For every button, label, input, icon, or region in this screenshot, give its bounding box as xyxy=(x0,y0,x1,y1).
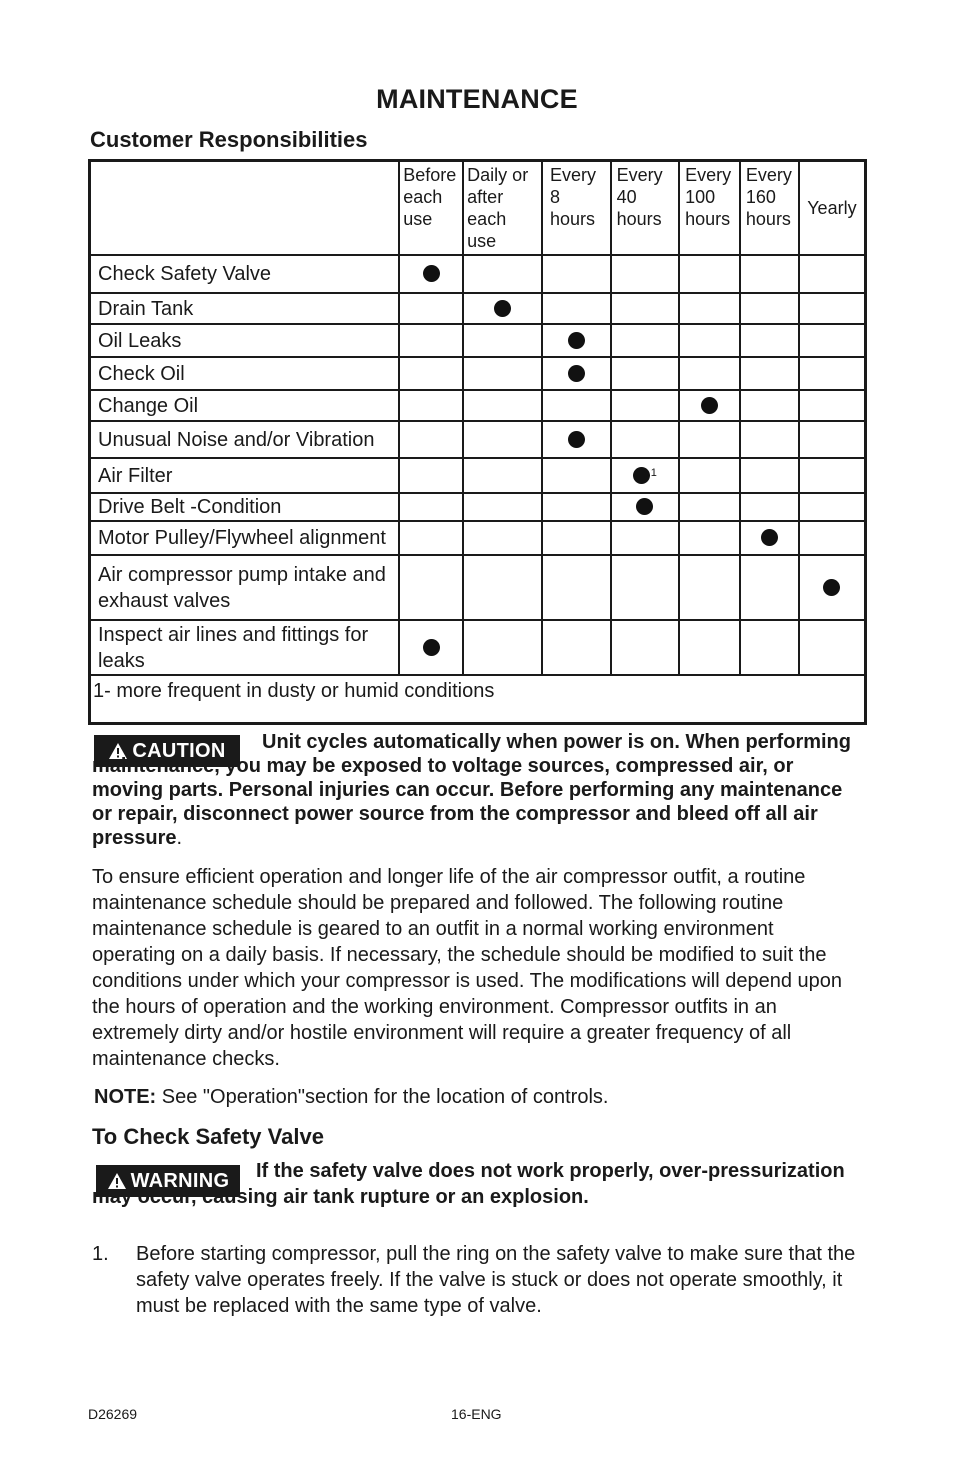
step-text: Before starting compressor, pull the ring on the safety valve to make sure that the safety valve operates freely. If the valve is stuck or does not operate smoothly, it must be replaced with the same type of valve. xyxy=(136,1243,856,1317)
schedule-cell xyxy=(679,324,740,357)
schedule-cell xyxy=(399,555,463,620)
filled-dot-icon xyxy=(423,265,440,282)
caution-label: CAUTION xyxy=(132,739,226,762)
table-row xyxy=(90,293,866,324)
schedule-cell xyxy=(399,390,463,421)
table-row xyxy=(90,324,866,357)
schedule-cell xyxy=(679,521,740,555)
schedule-cell xyxy=(542,458,611,493)
table-row xyxy=(90,255,866,293)
schedule-cell xyxy=(463,390,542,421)
schedule-cell xyxy=(611,357,680,390)
table-row xyxy=(90,390,866,421)
schedule-cell xyxy=(399,521,463,555)
task-text: Drive Belt -Condition xyxy=(98,496,282,518)
header-interval: Every 100 hours xyxy=(679,161,740,256)
filled-dot-icon xyxy=(636,498,653,515)
section-title: Customer Responsibilities xyxy=(90,127,368,152)
table-row xyxy=(90,555,866,620)
table-row xyxy=(90,620,866,675)
maintenance-intro-paragraph: To ensure efficient operation and longer life of the air compressor outfit, a routine maintenance schedule should be prepared and followed. The following routine maintenance schedule is geared to an outfit in a normal working environment operating on a daily basis. If necessary, the schedule should be modified to suit the conditions under which your compressor is used. The modifications will depend upon the hours of operation and the working environment. Compressor outfits in an extremely dirty and/or hostile environment will require a greater frequency of all maintenance checks. xyxy=(92,866,843,1070)
header-interval: Before each use xyxy=(399,161,463,256)
table-row xyxy=(90,521,866,555)
header-blank xyxy=(90,161,400,256)
schedule-cell xyxy=(463,255,542,293)
footnote-row xyxy=(90,675,866,724)
schedule-cell xyxy=(799,458,866,493)
schedule-cell xyxy=(611,521,680,555)
schedule-cell xyxy=(799,390,866,421)
schedule-cell xyxy=(463,555,542,620)
schedule-cell xyxy=(399,255,463,293)
schedule-cell xyxy=(740,255,799,293)
schedule-cell xyxy=(799,555,866,620)
caution-end: . xyxy=(176,827,183,849)
note-label: NOTE: xyxy=(94,1086,157,1108)
caution-text xyxy=(92,730,862,850)
task-label xyxy=(90,555,400,620)
maintenance-schedule-table xyxy=(88,159,867,725)
schedule-cell xyxy=(740,357,799,390)
schedule-cell xyxy=(799,493,866,521)
task-text: Air compressor pump intake and exhaust valves xyxy=(98,563,386,612)
page-number: 16-ENG xyxy=(451,1406,502,1422)
step-1 xyxy=(92,1241,862,1319)
schedule-cell xyxy=(399,493,463,521)
filled-dot-icon xyxy=(423,639,440,656)
schedule-cell xyxy=(611,620,680,675)
task-text: Unusual Noise and/or Vibration xyxy=(98,428,375,451)
schedule-cell xyxy=(399,620,463,675)
task-text: Drain Tank xyxy=(98,297,194,320)
schedule-cell xyxy=(463,357,542,390)
note-text: See "Operation"section for the location of controls. xyxy=(161,1086,609,1108)
task-text: Check Oil xyxy=(98,362,185,385)
schedule-cell xyxy=(740,293,799,324)
filled-dot-icon xyxy=(701,397,718,414)
task-label xyxy=(90,620,400,675)
schedule-cell xyxy=(799,255,866,293)
schedule-cell xyxy=(740,458,799,493)
task-label xyxy=(90,357,400,390)
schedule-cell xyxy=(542,493,611,521)
schedule-cell xyxy=(542,620,611,675)
task-text: Check Safety Valve xyxy=(98,263,272,285)
schedule-cell xyxy=(679,255,740,293)
schedule-cell xyxy=(740,493,799,521)
schedule-cell xyxy=(542,390,611,421)
filled-dot-icon xyxy=(823,579,840,596)
header-interval: Yearly xyxy=(799,161,866,256)
warning-label: WARNING xyxy=(130,1169,230,1192)
table-row xyxy=(90,458,866,493)
schedule-cell xyxy=(542,421,611,458)
schedule-cell xyxy=(799,620,866,675)
header-interval: Daily or after each use xyxy=(463,161,542,256)
schedule-cell xyxy=(463,458,542,493)
schedule-cell xyxy=(611,421,680,458)
schedule-cell xyxy=(740,555,799,620)
schedule-cell xyxy=(463,293,542,324)
schedule-cell xyxy=(542,255,611,293)
header-interval: Every 40 hours xyxy=(611,161,680,256)
task-text: Oil Leaks xyxy=(98,329,182,352)
task-label xyxy=(90,293,400,324)
schedule-cell xyxy=(679,421,740,458)
schedule-cell xyxy=(463,493,542,521)
schedule-cell xyxy=(611,493,680,521)
schedule-cell xyxy=(679,293,740,324)
task-text: Inspect air lines and fittings for leaks xyxy=(98,623,369,672)
table-row xyxy=(90,493,866,521)
schedule-cell xyxy=(611,390,680,421)
task-label xyxy=(90,493,400,521)
schedule-cell xyxy=(799,357,866,390)
header-interval: Every 160 hours xyxy=(740,161,799,256)
task-label xyxy=(90,458,400,493)
schedule-cell xyxy=(679,357,740,390)
schedule-cell xyxy=(799,293,866,324)
filled-dot-icon xyxy=(494,300,511,317)
schedule-cell xyxy=(679,390,740,421)
schedule-cell xyxy=(611,324,680,357)
task-label xyxy=(90,390,400,421)
filled-dot-icon xyxy=(568,332,585,349)
footnote-marker: 1 xyxy=(650,466,657,479)
header-interval: Every 8 hours xyxy=(542,161,611,256)
filled-dot-icon xyxy=(568,431,585,448)
caution-message: Unit cycles automatically when power is on. When performing maintenance, you may be exposed to voltage sources, compressed air, or moving parts. Personal injuries can occur. Before performing any maintenance or repair, disconnect power source from the compressor and bleed off all air pressure xyxy=(92,731,851,849)
schedule-cell xyxy=(399,357,463,390)
schedule-cell xyxy=(740,521,799,555)
header-row xyxy=(90,161,866,256)
schedule-cell xyxy=(740,421,799,458)
task-text: Motor Pulley/Flywheel alignment xyxy=(98,527,386,549)
step-number: 1. xyxy=(92,1243,109,1265)
schedule-cell xyxy=(611,293,680,324)
schedule-cell xyxy=(679,555,740,620)
table-row xyxy=(90,421,866,458)
filled-dot-icon xyxy=(633,467,650,484)
doc-number: D26269 xyxy=(88,1406,138,1422)
schedule-cell xyxy=(799,324,866,357)
schedule-cell xyxy=(679,493,740,521)
schedule-cell xyxy=(542,357,611,390)
task-label xyxy=(90,255,400,293)
task-text: Change Oil xyxy=(98,394,199,417)
schedule-cell xyxy=(611,255,680,293)
note xyxy=(94,1084,608,1110)
schedule-cell xyxy=(679,458,740,493)
schedule-cell xyxy=(399,324,463,357)
task-label xyxy=(90,521,400,555)
filled-dot-icon xyxy=(761,529,778,546)
schedule-cell xyxy=(799,421,866,458)
schedule-cell xyxy=(399,421,463,458)
schedule-cell xyxy=(542,293,611,324)
schedule-cell xyxy=(463,620,542,675)
task-label xyxy=(90,421,400,458)
schedule-cell xyxy=(463,324,542,357)
schedule-cell xyxy=(542,521,611,555)
schedule-cell xyxy=(740,620,799,675)
schedule-cell xyxy=(611,458,680,493)
schedule-cell xyxy=(679,620,740,675)
page-title: MAINTENANCE xyxy=(376,84,578,114)
schedule-cell xyxy=(740,390,799,421)
schedule-cell xyxy=(463,421,542,458)
schedule-cell xyxy=(399,458,463,493)
schedule-cell xyxy=(542,555,611,620)
warning-text: If the safety valve does not work properly, over-pressurization may occur, causing air tank rupture or an explosion. xyxy=(92,1160,845,1208)
schedule-cell xyxy=(542,324,611,357)
schedule-cell xyxy=(740,324,799,357)
schedule-cell xyxy=(799,521,866,555)
schedule-cell xyxy=(399,293,463,324)
filled-dot-icon xyxy=(568,365,585,382)
safety-valve-title: To Check Safety Valve xyxy=(92,1124,324,1149)
table-footnote: 1- more frequent in dusty or humid conditions xyxy=(90,675,866,724)
task-text: Air Filter xyxy=(98,464,173,487)
schedule-cell xyxy=(611,555,680,620)
table-row xyxy=(90,357,866,390)
schedule-cell xyxy=(463,521,542,555)
task-label xyxy=(90,324,400,357)
